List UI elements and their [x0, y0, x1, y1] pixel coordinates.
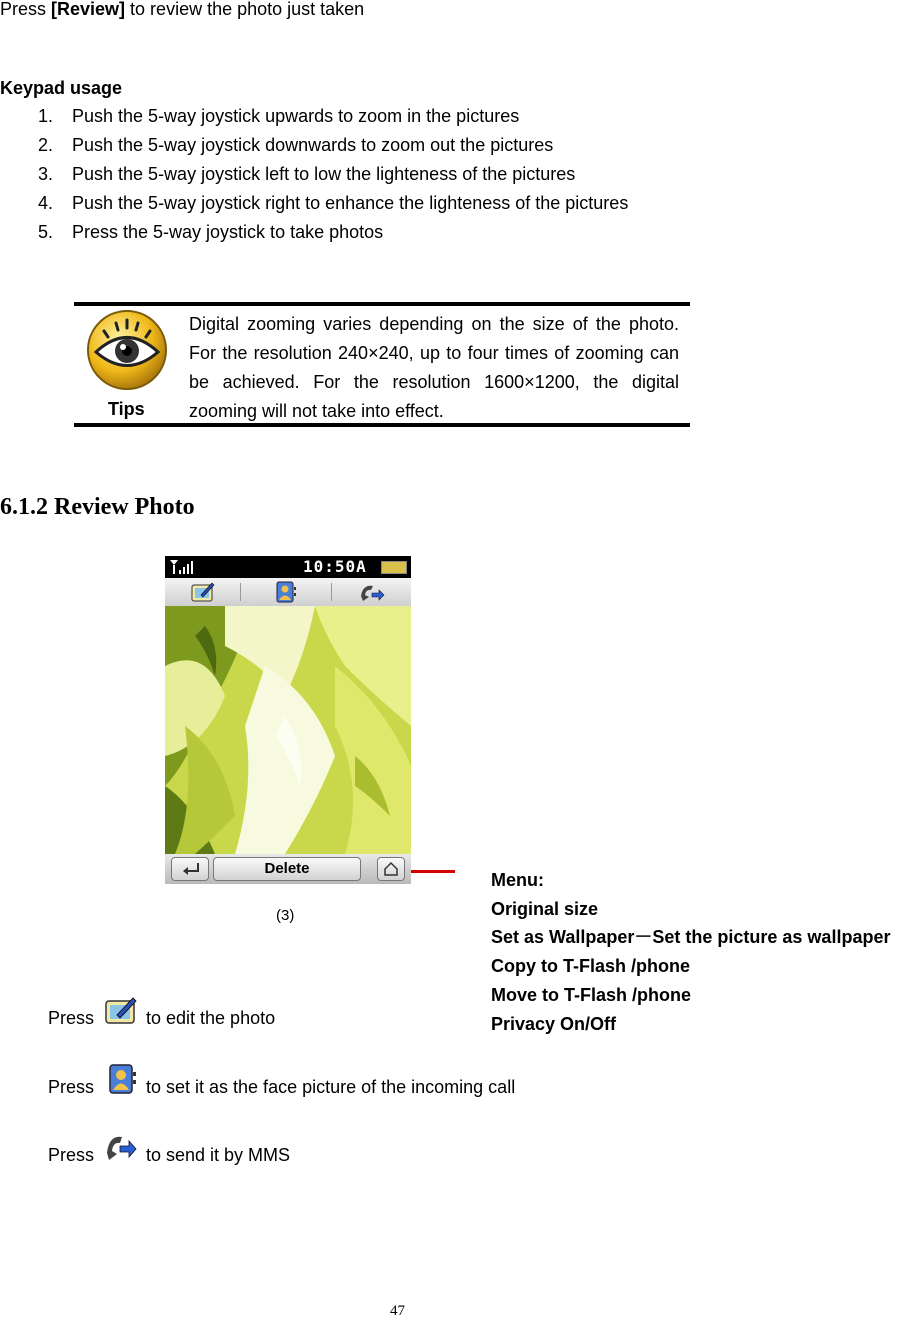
page-number: 47	[390, 1303, 405, 1319]
send-mms-icon[interactable]	[359, 582, 385, 602]
menu-softkey[interactable]	[377, 857, 405, 881]
tips-label: Tips	[108, 399, 145, 419]
menu-home-icon	[383, 861, 399, 877]
toolbar-divider	[331, 583, 332, 601]
section-heading: 6.1.2 Review Photo	[0, 494, 195, 520]
softkey-bar	[165, 854, 411, 884]
menu-item: Privacy On/Off	[491, 1014, 617, 1034]
edit-photo-icon[interactable]	[191, 581, 215, 603]
back-icon	[180, 861, 202, 877]
signal-icon	[169, 559, 195, 575]
phone-toolbar	[165, 578, 411, 606]
menu-item: Copy to T-Flash /phone	[491, 956, 690, 976]
figure-caption: (3)	[276, 907, 295, 924]
menu-heading: Menu:	[491, 870, 544, 890]
callout-line	[411, 870, 455, 873]
send-mms-icon	[104, 1131, 138, 1163]
toolbar-divider	[240, 583, 241, 601]
review-key: [Review]	[51, 0, 126, 19]
caller-picture-icon[interactable]	[275, 581, 297, 603]
menu-item: Move to T-Flash /phone	[491, 985, 692, 1005]
status-bar	[165, 556, 411, 578]
edit-photo-icon	[104, 995, 138, 1027]
caller-picture-icon	[104, 1063, 138, 1095]
back-softkey[interactable]	[171, 857, 209, 881]
intro-line: Press [Review] to review the photo just taken	[0, 0, 365, 19]
review-photo	[165, 606, 411, 854]
battery-icon	[381, 561, 407, 574]
tips-top-rule	[74, 302, 690, 306]
menu-item: Original size	[491, 899, 599, 919]
tips-bottom-rule	[74, 423, 690, 427]
phone-screen	[165, 556, 411, 884]
menu-item: Set as Wallpaper－Set the picture as wallpaper	[491, 927, 891, 947]
keypad-title: Keypad usage	[0, 78, 123, 98]
tips-text: Digital zooming varies depending on the size of the photo. For the resolution 240×240, up to four times of zooming can be achieved. For the resolution 1600×1200, the digital zooming will not take into effect.	[189, 314, 679, 421]
delete-label: Delete	[264, 860, 310, 877]
eye-icon	[86, 309, 168, 391]
status-time: 10:50A	[303, 557, 367, 576]
